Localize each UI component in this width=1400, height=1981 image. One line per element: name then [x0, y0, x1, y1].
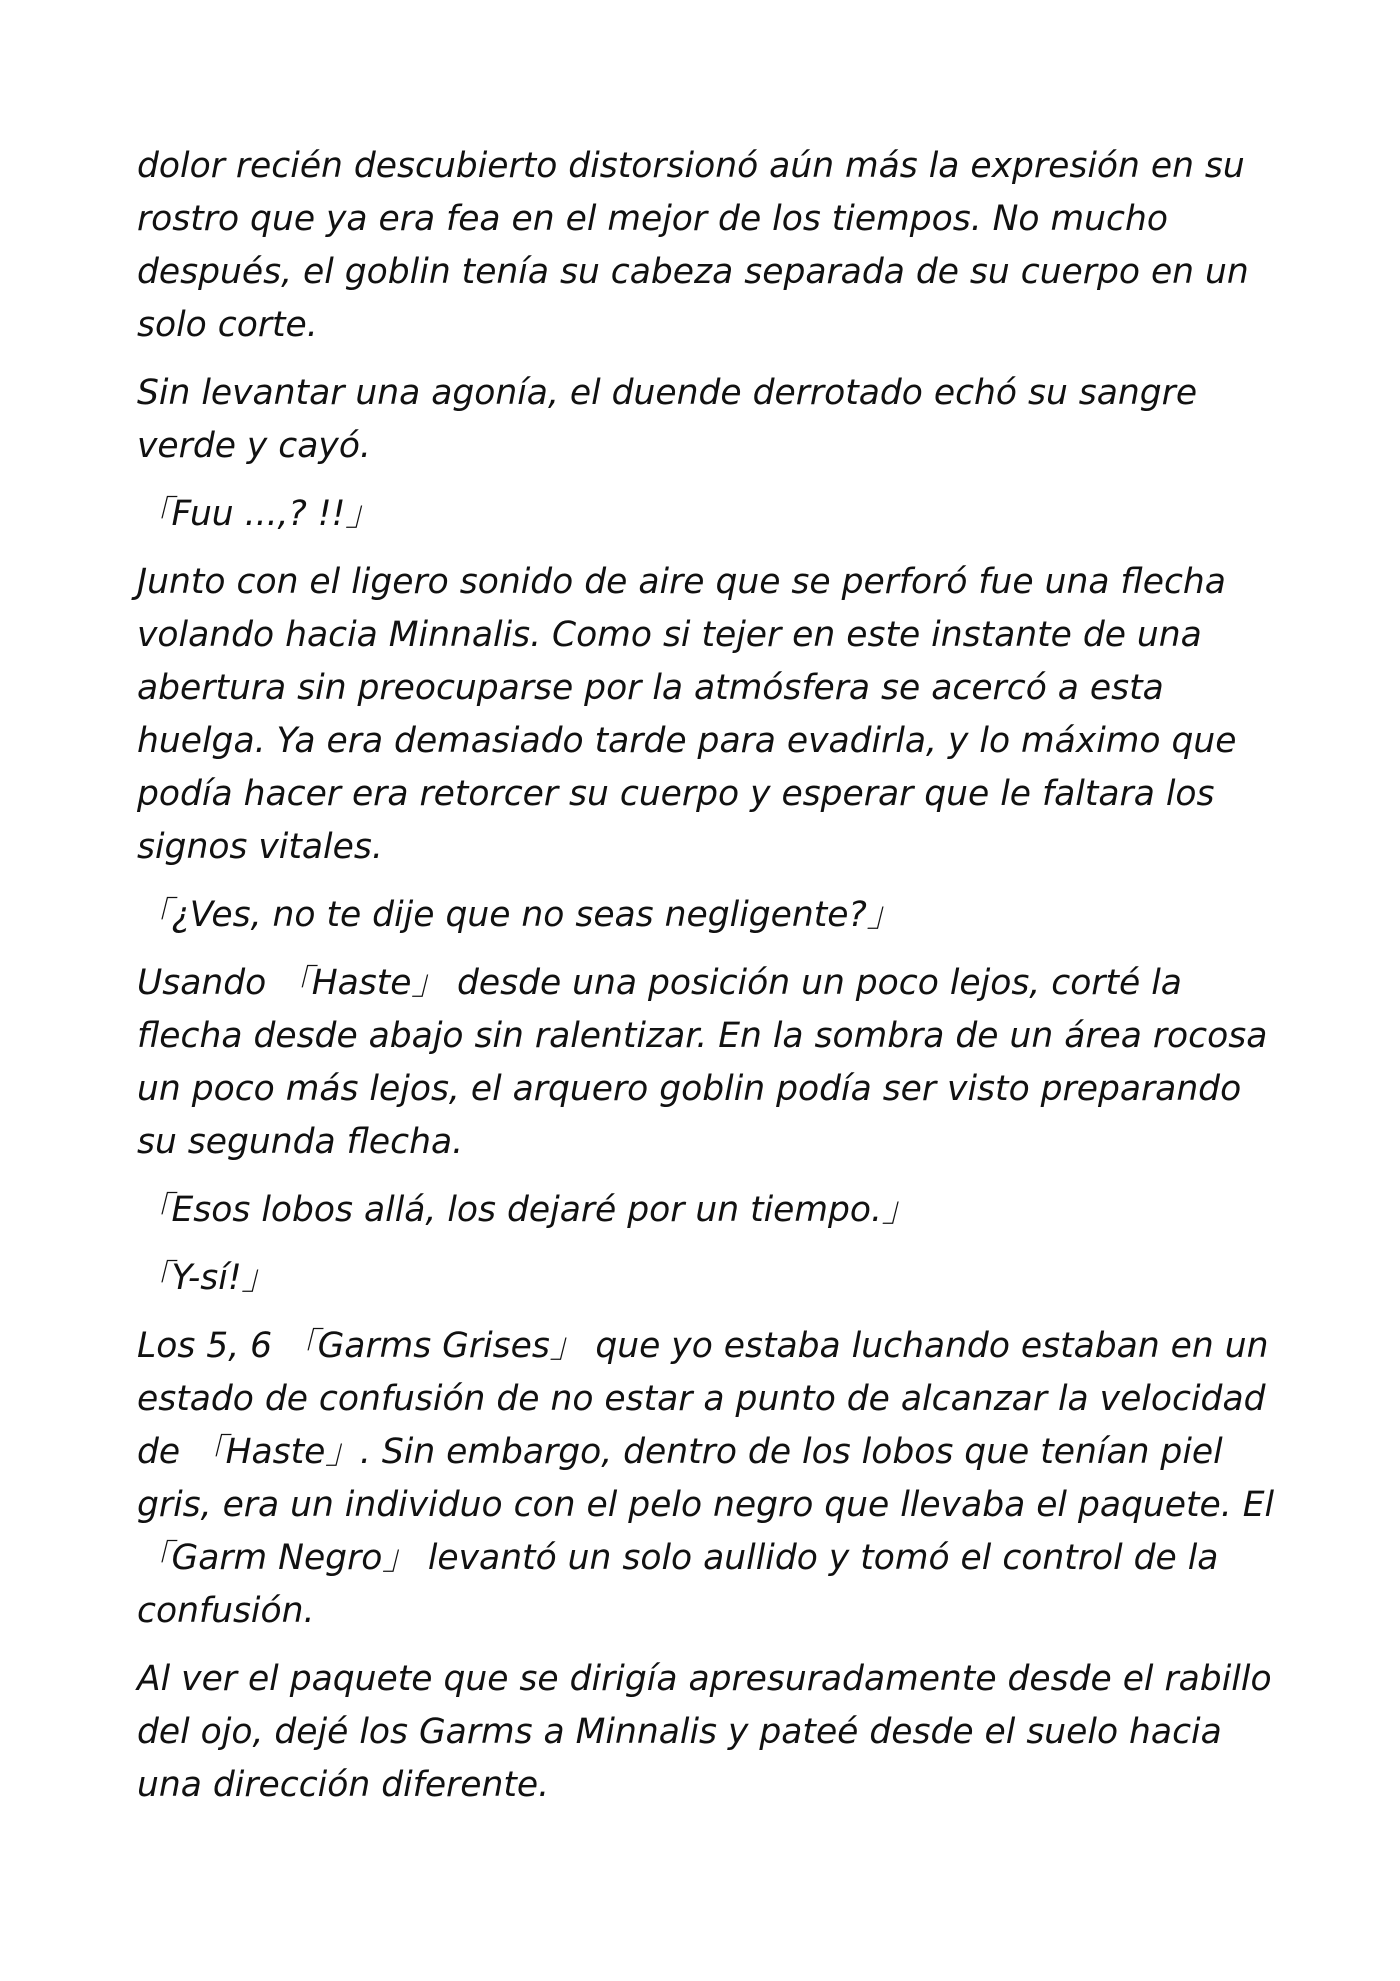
dialogue-line-2: 「¿Ves, no te dije que no seas negligente?」 [137, 895, 902, 935]
dialogue-line-3: 「Esos lobos allá, los dejaré por un tiempo.」 [137, 1190, 917, 1230]
paragraph-2: Sin levantar una agonía, el duende derrotado echó su sangre verde y cayó. [137, 373, 1198, 466]
paragraph-1: dolor recién descubierto distorsionó aún más la expresión en su rostro que ya era fea en el mejor de los tiempos. No mucho después, el goblin tenía su cabeza separada de su cuerpo en un solo corte. [137, 146, 1249, 345]
paragraph-4: Usando 「Haste」 desde una posición un poco lejos, corté la flecha desde abajo sin ralentizar. En la sombra de un área rocosa un poco más lejos, el arquero goblin podía ser visto preparando su segunda flecha. [137, 963, 1268, 1162]
dialogue-line-4: 「Y-sí!」 [137, 1258, 277, 1298]
paragraph-6: Al ver el paquete que se dirigía apresuradamente desde el rabillo del ojo, dejé los Garms a Minnalis y pateé desde el suelo hacia una dirección diferente. [137, 1659, 1272, 1805]
paragraph-3: Junto con el ligero sonido de aire que se perforó fue una flecha volando hacia Minnalis. Como si tejer en este instante de una abertura sin preocuparse por la atmósfera se acercó a esta huelga. Ya era demasiado tarde para evadirla, y lo máximo que podía hacer era retorcer su cuerpo y esperar que le faltara los signos vitales. [137, 562, 1237, 867]
dialogue-line-1: 「Fuu ...,? !!」 [137, 494, 380, 534]
paragraph-5: Los 5, 6 「Garms Grises」 que yo estaba luchando estaban en un estado de confusión de no estar a punto de alcanzar la velocidad de 「Haste」. Sin embargo, dentro de los lobos que tenían piel gris, era un individuo con el pelo negro que llevaba el paquete. El 「Garm Negro」 levantó un solo aullido y tomó el control de la confusión. [137, 1326, 1275, 1631]
story-text [137, 140, 1287, 1827]
